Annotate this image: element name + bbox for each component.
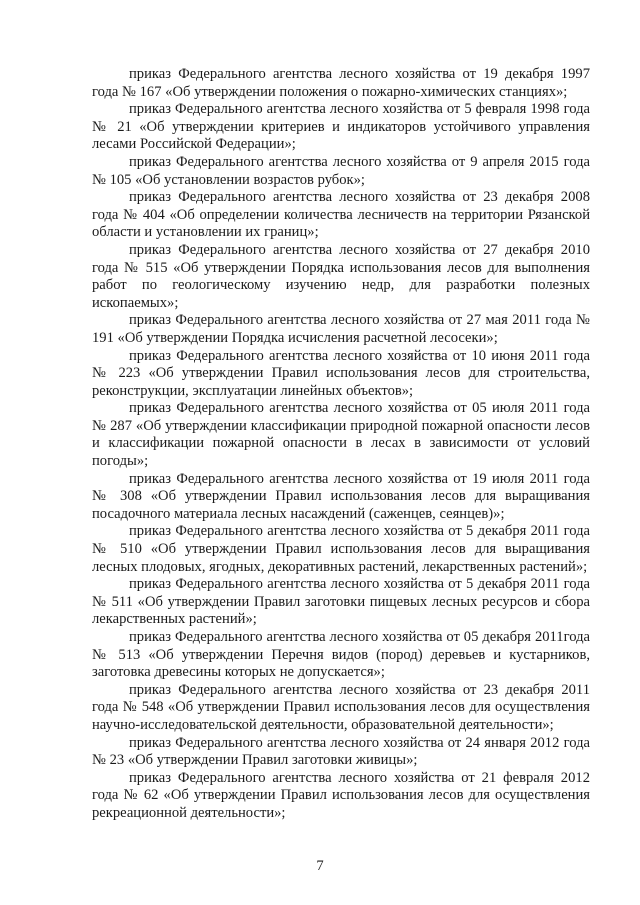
paragraph-order-2011-513: приказ Федерального агентства лесного хозяйства от 05 декабря 2011года № 513 «Об утверждении Перечня видов (пород) деревьев и кустарников, заготовка древесины которых не допускается»;: [92, 629, 590, 681]
order-list: [92, 66, 590, 823]
paragraph-order-2011-287: приказ Федерального агентства лесного хозяйства от 05 июля 2011 года № 287 «Об утверждении классификации природной пожарной опасности лесов и классификации пожарной опасности в лесах в зависимости от условий погоды»;: [92, 400, 590, 470]
paragraph-order-2010-515: приказ Федерального агентства лесного хозяйства от 27 декабря 2010 года № 515 «Об утверждении Порядка использования лесов для выполнения работ по геологическому изучению недр, для разработки полезных ископаемых»;: [92, 241, 590, 311]
paragraph-order-2011-548: приказ Федерального агентства лесного хозяйства от 23 декабря 2011 года № 548 «Об утверждении Правил использования лесов для осуществления научно-исследовательской деятельности, образовательной деятельности»;: [92, 681, 590, 733]
paragraph-order-2015-105: приказ Федерального агентства лесного хозяйства от 9 апреля 2015 года № 105 «Об установлении возрастов рубок»;: [92, 153, 590, 188]
paragraph-order-1997-167: приказ Федерального агентства лесного хозяйства от 19 декабря 1997 года № 167 «Об утверждении положения о пожарно-химических станциях»;: [92, 66, 590, 100]
paragraph-order-2012-23: приказ Федерального агентства лесного хозяйства от 24 января 2012 года № 23 «Об утверждении Правил заготовки живицы»;: [92, 734, 590, 769]
paragraph-order-2011-510: приказ Федерального агентства лесного хозяйства от 5 декабря 2011 года № 510 «Об утверждении Правил использования лесов для выращивания лесных плодовых, ягодных, декоративных растений, лекарственных растений»;: [92, 523, 590, 575]
paragraph-order-2011-308: приказ Федерального агентства лесного хозяйства от 19 июля 2011 года № 308 «Об утверждении Правил использования лесов для выращивания посадочного материала лесных насаждений (саженцев, сеянцев)»;: [92, 470, 590, 522]
paragraph-order-2008-404: приказ Федерального агентства лесного хозяйства от 23 декабря 2008 года № 404 «Об определении количества лесничеств на территории Рязанской области и установлении их границ»;: [92, 189, 590, 241]
paragraph-order-2011-511: приказ Федерального агентства лесного хозяйства от 5 декабря 2011 года № 511 «Об утверждении Правил заготовки пищевых лесных ресурсов и сбора лекарственных растений»;: [92, 576, 590, 628]
paragraph-order-2012-62: приказ Федерального агентства лесного хозяйства от 21 февраля 2012 года № 62 «Об утверждении Правил использования лесов для осуществления рекреационной деятельности»;: [92, 769, 590, 821]
paragraph-order-1998-21: приказ Федерального агентства лесного хозяйства от 5 февраля 1998 года № 21 «Об утверждении критериев и индикаторов устойчивого управления лесами Российской Федерации»;: [92, 101, 590, 153]
paragraph-order-2011-191: приказ Федерального агентства лесного хозяйства от 27 мая 2011 года № 191 «Об утверждении Порядка исчисления расчетной лесосеки»;: [92, 312, 590, 346]
page-number: 7: [316, 858, 324, 874]
paragraph-order-2011-223: приказ Федерального агентства лесного хозяйства от 10 июня 2011 года № 223 «Об утверждении Правил использования лесов для строительства, реконструкции, эксплуатации линейных объектов»;: [92, 347, 590, 399]
